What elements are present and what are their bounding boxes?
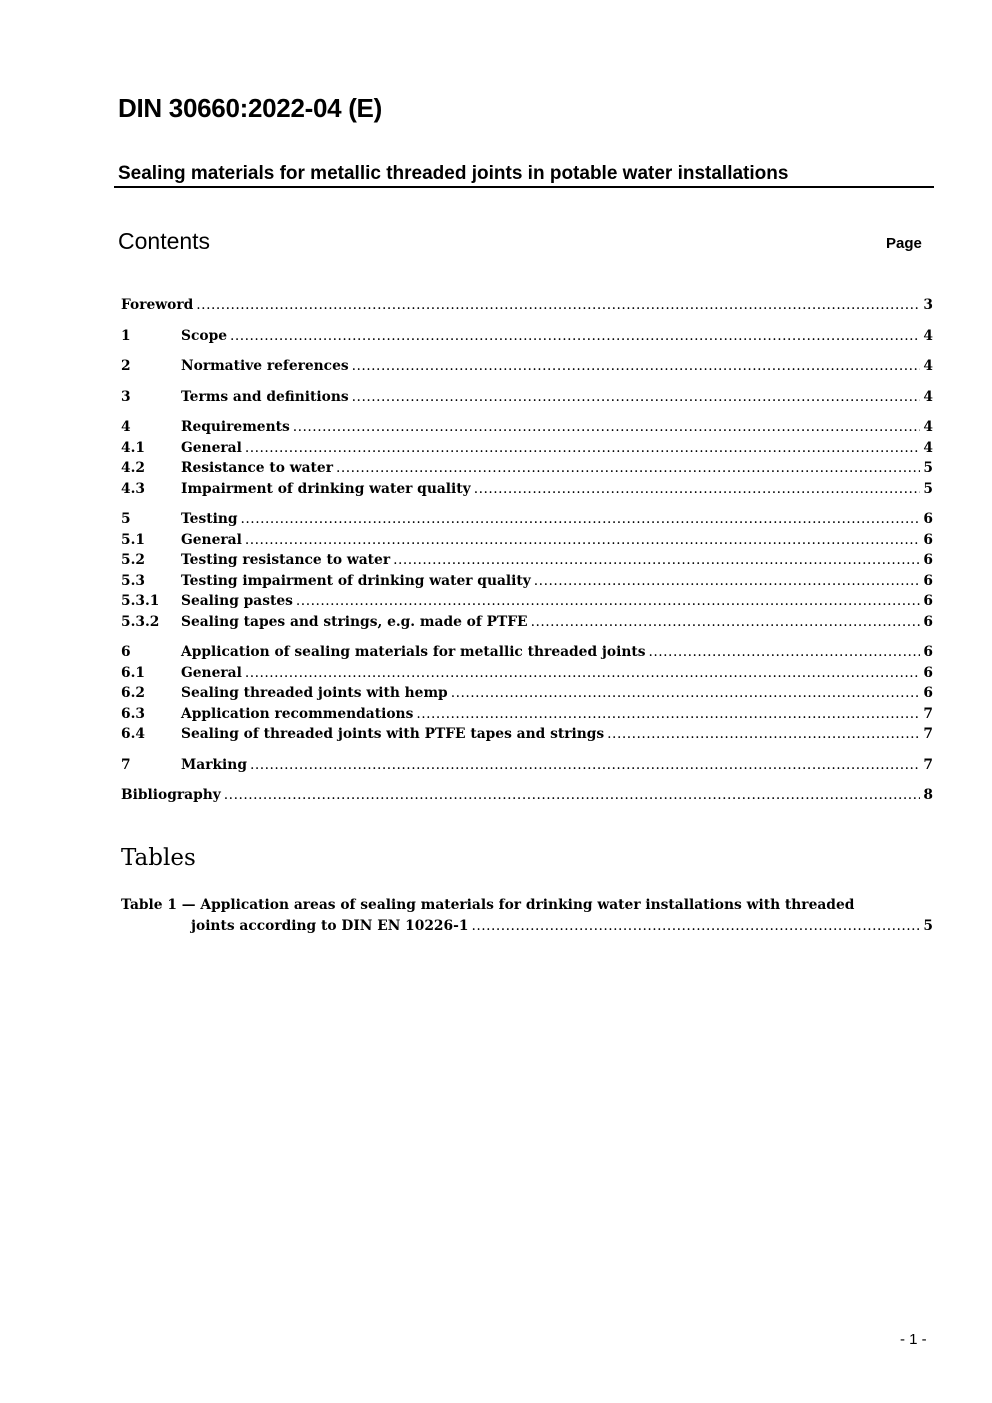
toc-entry[interactable]	[121, 438, 933, 459]
toc-entry-number: 5.3.1	[121, 593, 160, 609]
dot-leader	[245, 530, 921, 551]
toc-entry[interactable]	[121, 458, 933, 479]
toc-entry[interactable]	[121, 612, 933, 633]
toc-entry-page: 3	[923, 297, 933, 313]
toc-entry[interactable]	[121, 479, 933, 500]
toc-entry-page: 7	[923, 756, 933, 773]
dot-leader	[352, 356, 921, 377]
toc-entry-title: Testing resistance to water	[181, 552, 391, 568]
toc-group	[121, 326, 933, 347]
toc-entry-page: 4	[923, 419, 933, 435]
toc-entry[interactable]	[121, 417, 933, 438]
title-underline	[114, 186, 934, 188]
toc-entry-title: Sealing threaded joints with hemp	[181, 685, 448, 701]
toc-group	[121, 387, 933, 408]
toc-entry-page: 4	[923, 327, 933, 344]
toc-entry-title: Sealing of threaded joints with PTFE tapes and strings	[181, 726, 605, 742]
toc-entry-number: 6.2	[121, 685, 146, 701]
toc-entry-title: Application recommendations	[181, 705, 414, 722]
toc-entry-title: Normative references	[181, 358, 349, 374]
table-of-contents	[121, 295, 933, 816]
dot-leader	[224, 785, 921, 806]
toc-entry-title: General	[181, 664, 242, 681]
dot-leader	[250, 755, 920, 776]
document-id: DIN 30660:2022-04 (E)	[118, 93, 382, 123]
list-of-tables-entry[interactable]	[121, 895, 933, 936]
toc-entry[interactable]	[121, 683, 933, 704]
toc-entry-number: 7	[121, 756, 131, 773]
toc-entry-title: Sealing tapes and strings, e.g. made of PTFE	[181, 613, 528, 630]
dot-leader	[393, 550, 920, 571]
toc-entry[interactable]	[121, 326, 933, 347]
dot-leader	[336, 458, 920, 479]
dot-leader	[241, 509, 921, 530]
toc-group	[121, 755, 933, 776]
toc-group	[121, 642, 933, 745]
toc-entry[interactable]	[121, 642, 933, 663]
table-entry-title-line2: joints according to DIN EN 10226-1	[191, 917, 469, 934]
toc-entry-title: Requirements	[181, 419, 290, 435]
toc-entry-page: 6	[923, 685, 933, 701]
toc-entry-title: General	[181, 439, 242, 456]
toc-entry[interactable]	[121, 704, 933, 725]
toc-entry-page: 6	[923, 593, 933, 609]
toc-group	[121, 417, 933, 499]
toc-entry-page: 6	[923, 552, 933, 568]
table-entry-title-line1: Table 1 — Application areas of sealing materials for drinking water installations with threaded	[121, 897, 855, 913]
toc-entry-title: Testing impairment of drinking water quality	[181, 572, 531, 589]
dot-leader	[474, 479, 921, 500]
toc-entry[interactable]	[121, 356, 933, 377]
toc-entry-title: Scope	[181, 327, 227, 344]
page-column-label: Page	[886, 235, 922, 252]
dot-leader	[196, 295, 920, 316]
toc-entry-number: 4.3	[121, 480, 146, 497]
toc-entry-number: 3	[121, 388, 131, 405]
dot-leader	[451, 683, 921, 704]
toc-entry-title: Bibliography	[121, 787, 221, 803]
toc-entry[interactable]	[121, 591, 933, 612]
toc-entry[interactable]	[121, 550, 933, 571]
dot-leader	[534, 571, 921, 592]
toc-entry-page: 6	[923, 531, 933, 548]
toc-entry-number: 5.1	[121, 531, 146, 548]
toc-entry-number: 4.1	[121, 439, 146, 456]
toc-entry-page: 6	[923, 572, 933, 589]
toc-entry-page: 6	[923, 511, 933, 527]
dot-leader	[416, 704, 920, 725]
toc-entry-title: Resistance to water	[181, 460, 333, 476]
toc-entry-page: 6	[923, 644, 933, 660]
toc-entry[interactable]	[121, 530, 933, 551]
toc-entry-title: Marking	[181, 756, 247, 773]
toc-entry[interactable]	[121, 755, 933, 776]
table-entry-title-line2-row	[121, 916, 933, 937]
footer-page-number: - 1 -	[900, 1331, 927, 1348]
toc-entry[interactable]	[121, 724, 933, 745]
toc-entry-number: 5.3	[121, 572, 146, 589]
toc-entry-number: 4.2	[121, 460, 146, 476]
dot-leader	[230, 326, 920, 347]
dot-leader	[649, 642, 921, 663]
toc-group	[121, 295, 933, 316]
toc-entry-page: 4	[923, 358, 933, 374]
toc-entry-number: 6.3	[121, 705, 146, 722]
toc-entry-page: 5	[923, 480, 933, 497]
toc-entry[interactable]	[121, 509, 933, 530]
toc-group	[121, 356, 933, 377]
toc-entry-title: Sealing pastes	[181, 593, 293, 609]
toc-entry-title: General	[181, 531, 242, 548]
toc-entry-number: 6.1	[121, 664, 146, 681]
toc-entry-page: 7	[923, 705, 933, 722]
toc-entry-title: Foreword	[121, 297, 194, 313]
toc-entry-title: Terms and definitions	[181, 388, 349, 405]
toc-entry-page: 5	[923, 460, 933, 476]
toc-entry-title: Testing	[181, 511, 238, 527]
toc-entry-page: 7	[923, 726, 933, 742]
dot-leader	[296, 591, 920, 612]
toc-entry[interactable]	[121, 295, 933, 316]
dot-leader	[245, 663, 921, 684]
dot-leader	[471, 916, 920, 937]
toc-entry-number: 4	[121, 419, 131, 435]
dot-leader	[607, 724, 920, 745]
toc-entry-number: 5.3.2	[121, 613, 160, 630]
dot-leader	[245, 438, 921, 459]
toc-entry-page: 6	[923, 613, 933, 630]
toc-entry-number: 6	[121, 644, 131, 660]
tables-heading: Tables	[121, 845, 196, 871]
toc-entry[interactable]	[121, 387, 933, 408]
toc-entry-page: 6	[923, 664, 933, 681]
toc-entry-page: 4	[923, 439, 933, 456]
toc-entry-page: 4	[923, 388, 933, 405]
document-title: Sealing materials for metallic threaded joints in potable water installations	[118, 163, 789, 184]
table-entry-page: 5	[923, 917, 933, 934]
toc-entry-title: Impairment of drinking water quality	[181, 480, 471, 497]
toc-entry-number: 1	[121, 327, 131, 344]
toc-entry-title: Application of sealing materials for metallic threaded joints	[181, 644, 646, 660]
toc-entry[interactable]	[121, 571, 933, 592]
toc-entry-number: 6.4	[121, 726, 146, 742]
toc-entry-number: 2	[121, 358, 131, 374]
toc-entry-page: 8	[923, 787, 933, 803]
toc-entry-number: 5.2	[121, 552, 146, 568]
dot-leader	[293, 417, 921, 438]
toc-entry-number: 5	[121, 511, 131, 527]
toc-entry[interactable]	[121, 663, 933, 684]
dot-leader	[531, 612, 921, 633]
contents-heading: Contents	[118, 228, 211, 254]
toc-group	[121, 509, 933, 632]
toc-entry[interactable]	[121, 785, 933, 806]
toc-group	[121, 785, 933, 806]
dot-leader	[352, 387, 921, 408]
